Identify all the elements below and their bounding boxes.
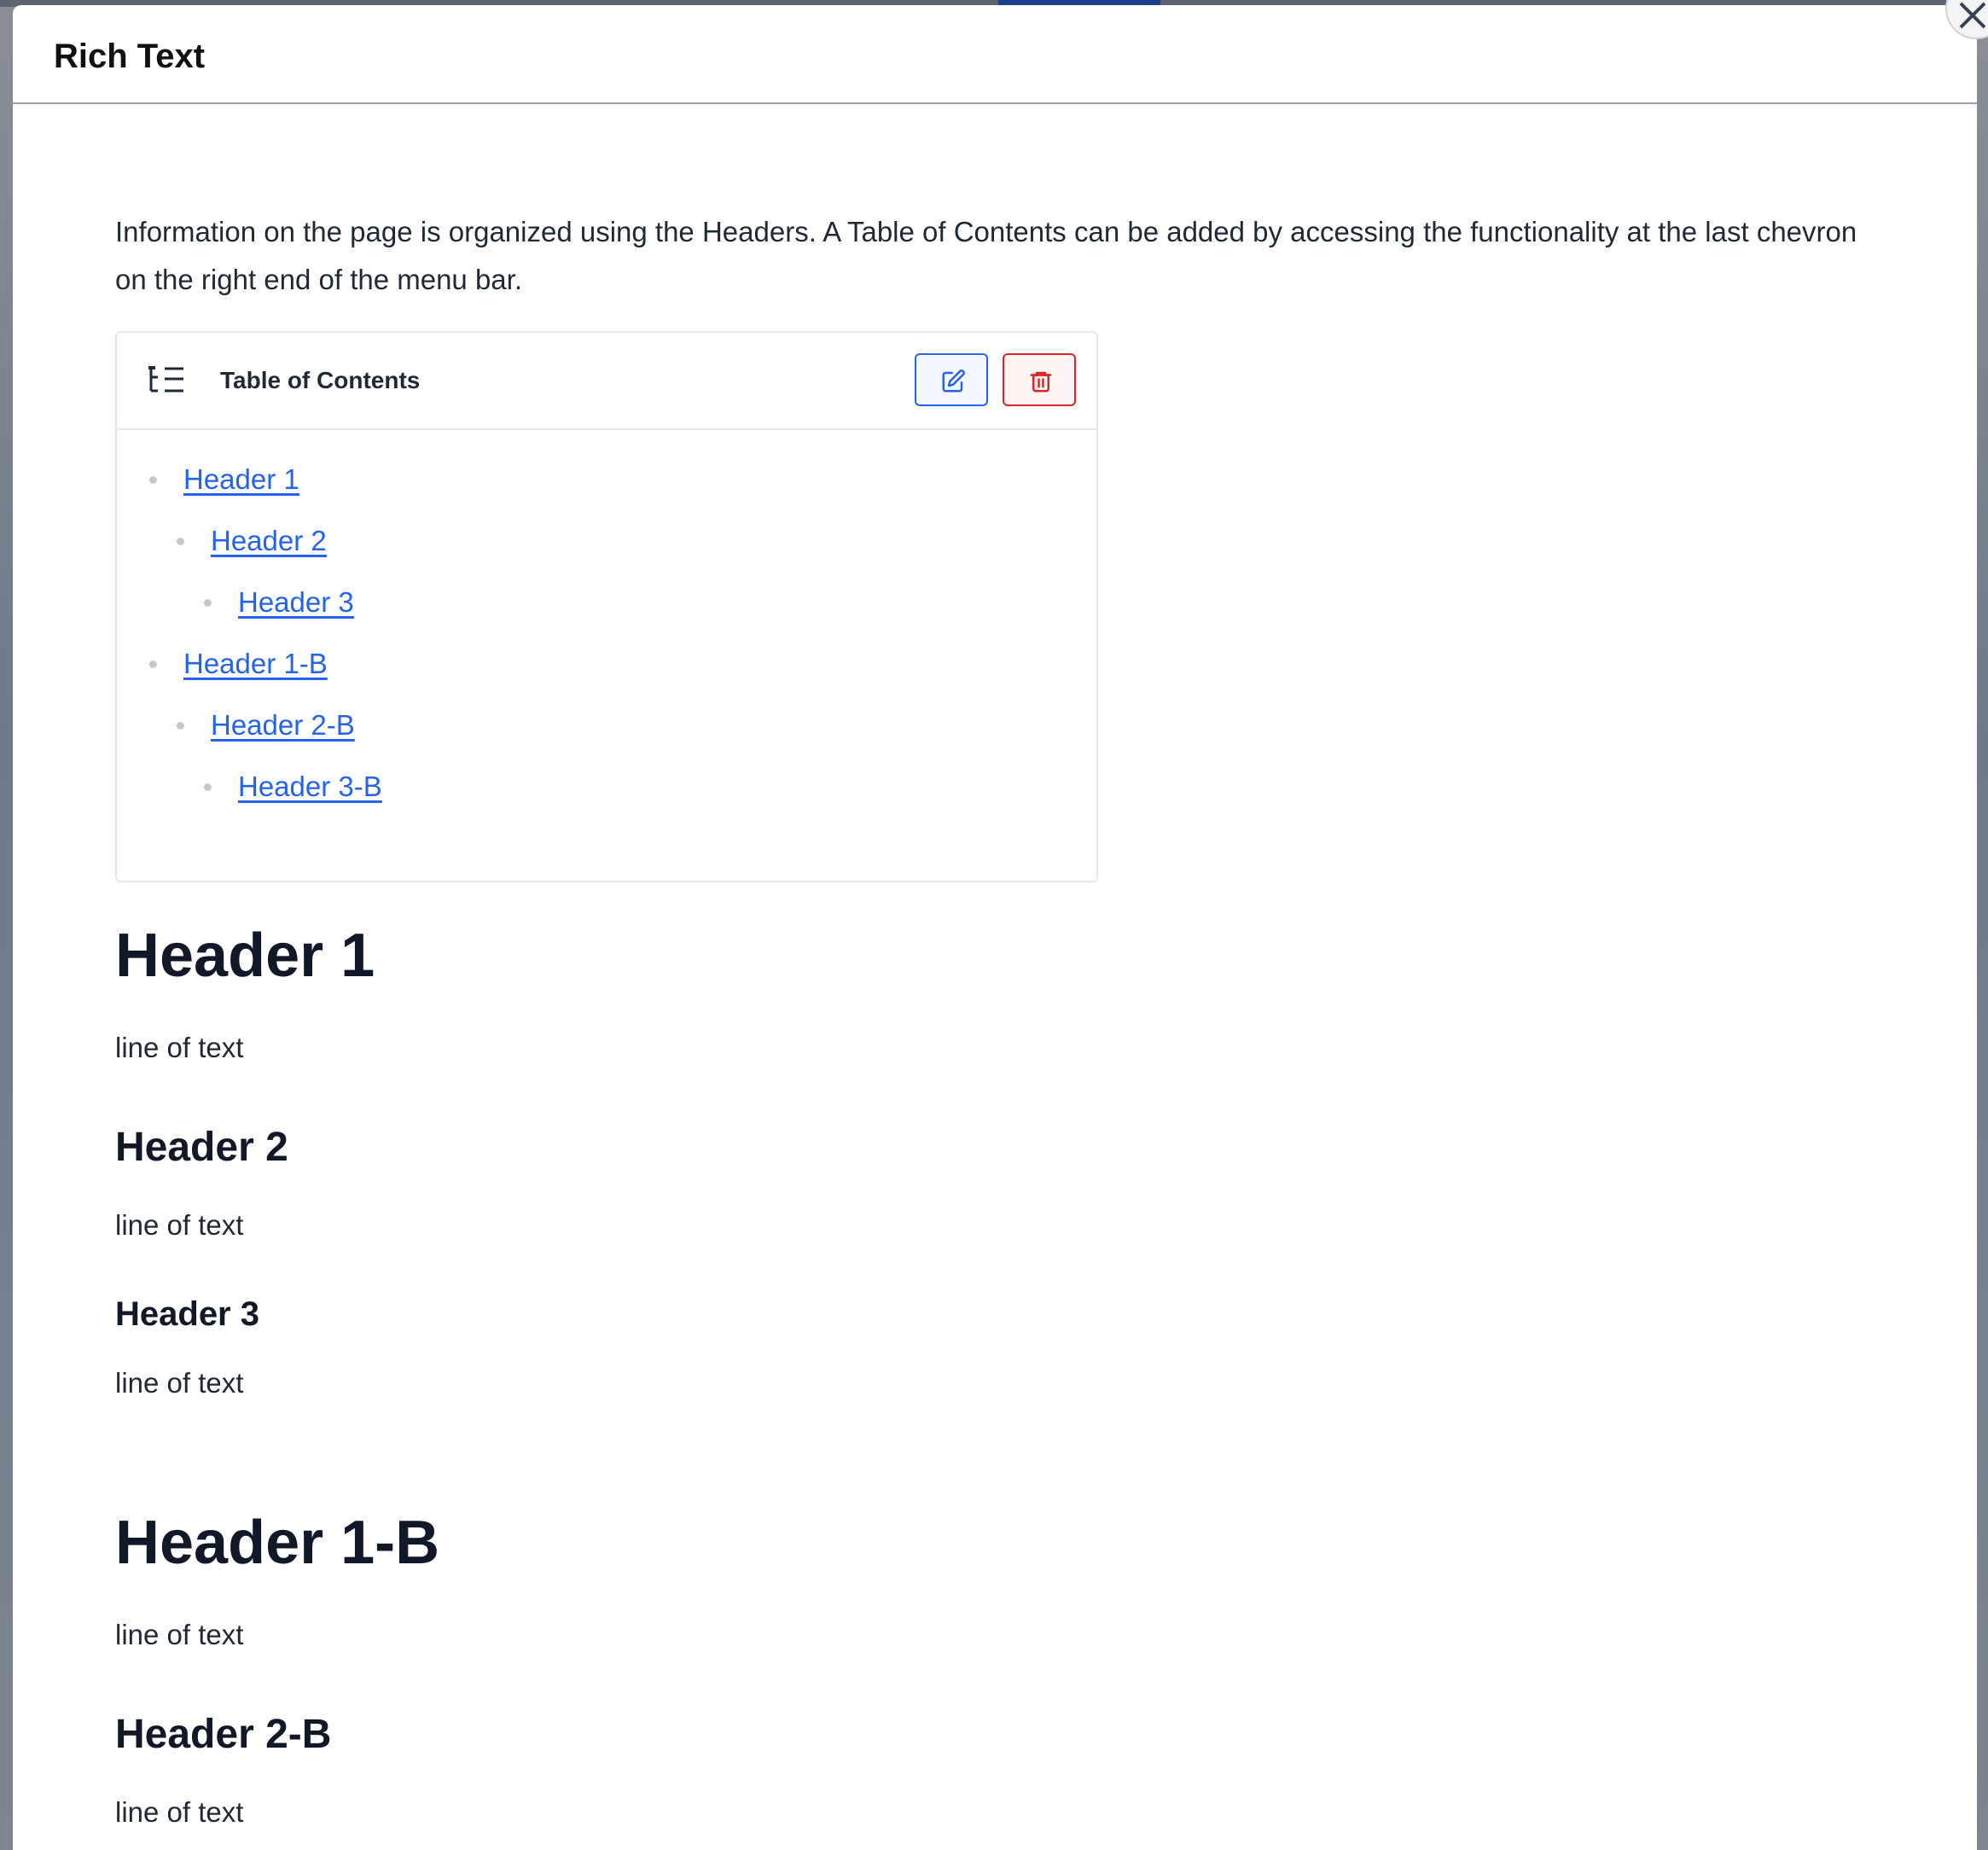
list-tree-icon: [148, 365, 185, 400]
section-heading-h1: Header 1-B: [115, 1509, 440, 1577]
toc-link-header-3[interactable]: Header 3: [238, 586, 354, 618]
modal-header: [13, 5, 1977, 104]
toc-bullet: [177, 722, 184, 730]
section-text: line of text: [115, 1619, 244, 1650]
toc-bullet: [149, 476, 157, 484]
section-text: line of text: [115, 1209, 244, 1241]
toc-bullet: [149, 660, 157, 668]
section-text: line of text: [115, 1032, 244, 1063]
section-text: line of text: [115, 1367, 244, 1399]
table-of-contents: [115, 331, 1098, 882]
toc-link-header-1[interactable]: Header 1: [183, 463, 299, 495]
toc-title: Table of Contents: [220, 367, 421, 393]
delete-toc-button[interactable]: [1003, 353, 1076, 406]
section-heading-h2: Header 2: [115, 1125, 288, 1170]
section-heading-h1: Header 1: [115, 922, 375, 990]
toc-link-header-2-b[interactable]: Header 2-B: [211, 709, 355, 741]
toc-bullet: [177, 538, 184, 545]
toc-bullet: [204, 599, 212, 607]
toc-link-header-1-b[interactable]: Header 1-B: [183, 648, 328, 679]
modal-title: Rich Text: [54, 38, 206, 75]
rich-text-modal: [13, 5, 1977, 1850]
toc-link-header-3-b[interactable]: Header 3-B: [238, 771, 382, 802]
toc-header: [117, 333, 1096, 430]
section-heading-h2: Header 2-B: [115, 1712, 332, 1757]
section-text: line of text: [115, 1796, 244, 1828]
edit-toc-button[interactable]: [915, 353, 988, 406]
section-heading-h3: Header 3: [115, 1295, 259, 1333]
toc-link-header-2[interactable]: Header 2: [211, 525, 327, 556]
toc-bullet: [204, 783, 212, 791]
intro-text: Information on the page is organized using the Headers. A Table of Contents can be added by accessing the functionality at the last chevron on the right end of the menu bar.: [115, 216, 1857, 295]
